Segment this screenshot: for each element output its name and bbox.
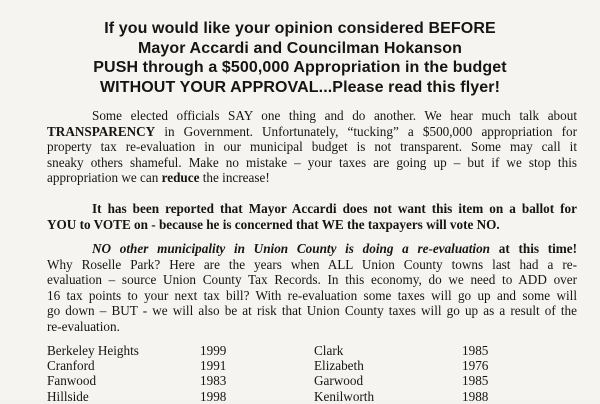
text-run: appropriation we can [47, 170, 162, 186]
list-item [47, 343, 577, 358]
town-year: 1985 [462, 343, 489, 358]
emphasis-reduce: reduce [161, 170, 200, 186]
emphasis-transparency: TRANSPARENCY [47, 123, 156, 139]
headline-line: PUSH through a $500,000 Appropriation in the budget [93, 59, 507, 76]
paragraph-re-evaluation [47, 241, 577, 335]
text-line: go down – BUT - we will also be at risk that Union County taxes will go up as a result of the [47, 303, 577, 319]
text-line: Some elected officials SAY one thing and do another. We hear much talk about [92, 108, 577, 123]
town-name: Clark [314, 343, 344, 358]
town-name: Elizabeth [314, 358, 364, 374]
town-year: 1998 [200, 388, 227, 404]
list-item [47, 373, 577, 388]
town-year: 1976 [462, 358, 489, 374]
text-line: Why Roselle Park? Here are the years when ALL Union County towns last had a re- [47, 256, 577, 272]
town-name: Hillside [47, 388, 89, 404]
text-run: in Government. Unfortunately, “tucking” a $500,000 appropriation for [155, 123, 577, 139]
text-line: re-evaluation. [47, 318, 120, 334]
list-item [47, 389, 577, 404]
list-item [47, 358, 577, 373]
headline-line: Mayor Accardi and Councilman Hokanson [137, 39, 463, 57]
text-line: 16 tax points to your next tax bill? With re-evaluation some taxes will go up and some will [47, 287, 577, 303]
text-line [47, 241, 577, 257]
town-year: 1983 [200, 373, 227, 389]
headline-line: WITHOUT YOUR APPROVAL...Please read this flyer! [99, 78, 501, 96]
town-name: Berkeley Heights [47, 343, 139, 358]
text-line [47, 170, 577, 186]
text-line: evaluation – source Union County Tax Records. In this economy, do we need to ADD over [47, 272, 577, 288]
town-name: Cranford [47, 358, 95, 374]
text-line: property tax re-evaluation in our municipal budget is not transparent. Some may call it [47, 139, 577, 155]
town-year: 1991 [200, 358, 227, 374]
town-name: Fanwood [47, 373, 97, 389]
emphasis-at-this-time: at this time! [490, 241, 578, 256]
town-name: Garwood [314, 373, 364, 389]
text-line: sneaky others shameful. Make no mistake – your taxes are going up – but if we stop this [47, 154, 577, 170]
emphasis-no-other: NO other municipality in Union County is doing a re-evaluation [92, 241, 491, 256]
text-line: YOU to VOTE on - because he is concerned that WE the taxpayers will vote NO. [47, 216, 500, 232]
text-line: It has been reported that Mayor Accardi does not want this item on a ballot for [92, 201, 577, 216]
town-name: Kenilworth [314, 388, 375, 404]
town-year: 1985 [462, 373, 489, 389]
flyer-headline [0, 19, 600, 97]
town-year-list [47, 343, 577, 404]
town-year: 1988 [462, 388, 489, 404]
paragraph-ballot [47, 201, 577, 232]
town-year: 1999 [200, 343, 227, 358]
text-line [47, 124, 577, 140]
text-run: the increase! [199, 170, 270, 186]
headline-line: If you would like your opinion considered BEFORE [104, 20, 496, 37]
paragraph-transparency [47, 108, 577, 186]
